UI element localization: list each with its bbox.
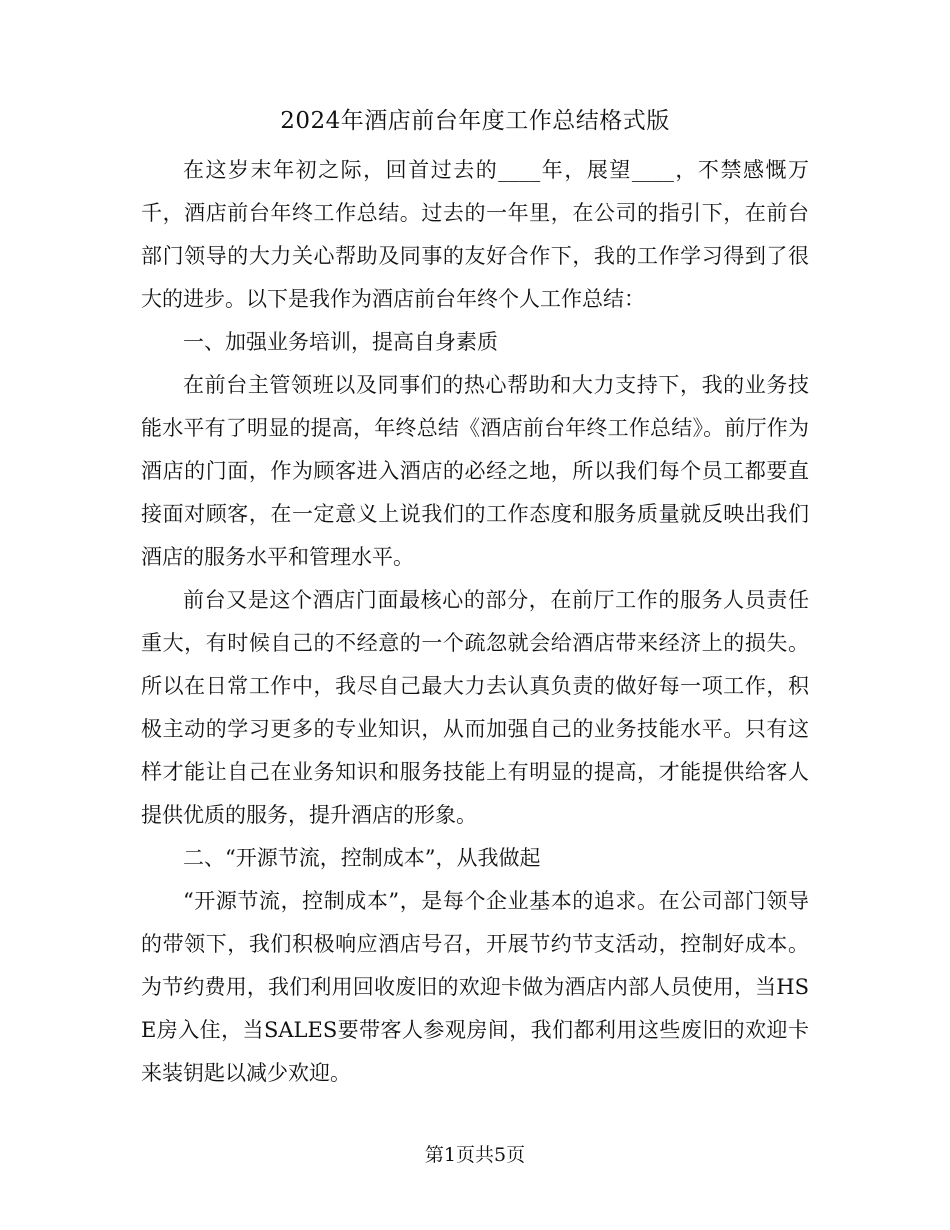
section-heading-1: 一、加强业务培训，提高自身素质 bbox=[183, 330, 498, 354]
document-body bbox=[141, 149, 809, 1095]
paragraph-cost-control: “开源节流，控制成本”，是每个企业基本的追求。在公司部门领导的带领下，我们积极响应酒店号召，开展节约节支活动，控制好成本。为节约费用，我们利用回收废旧的欢迎卡做为酒店内部人员使用，当HSE房入住，当SALES要带客人参观房间，我们都利用这些废旧的欢迎卡来装钥匙以减少欢迎。 bbox=[141, 889, 809, 1085]
paragraph-intro: 在这岁末年初之际，回首过去的____年，展望____，不禁感慨万千，酒店前台年终工作总结。过去的一年里，在公司的指引下，在前台部门领导的大力关心帮助及同事的友好合作下，我的工作学习得到了很大的进步。以下是我作为酒店前台年终个人工作总结： bbox=[141, 158, 809, 311]
paragraph-training: 在前台主管领班以及同事们的热心帮助和大力支持下，我的业务技能水平有了明显的提高，年终总结《酒店前台年终工作总结》。前厅作为酒店的门面，作为顾客进入酒店的必经之地，所以我们每个员工都要直接面对顾客，在一定意义上说我们的工作态度和服务质量就反映出我们酒店的服务水平和管理水平。 bbox=[141, 373, 809, 569]
document-title: 2024年酒店前台年度工作总结格式版 bbox=[280, 108, 670, 134]
section-heading-2: 二、“开源节流，控制成本”，从我做起 bbox=[183, 846, 541, 870]
paragraph-front-desk: 前台又是这个酒店门面最核心的部分，在前厅工作的服务人员责任重大，有时候自己的不经意的一个疏忽就会给酒店带来经济上的损失。所以在日常工作中，我尽自己最大力去认真负责的做好每一项工作，积极主动的学习更多的专业知识，从而加强自己的业务技能水平。只有这样才能让自己在业务知识和服务技能上有明显的提高，才能提供给客人提供优质的服务，提升酒店的形象。 bbox=[141, 588, 809, 827]
page-number: 第1页共5页 bbox=[424, 1144, 526, 1166]
